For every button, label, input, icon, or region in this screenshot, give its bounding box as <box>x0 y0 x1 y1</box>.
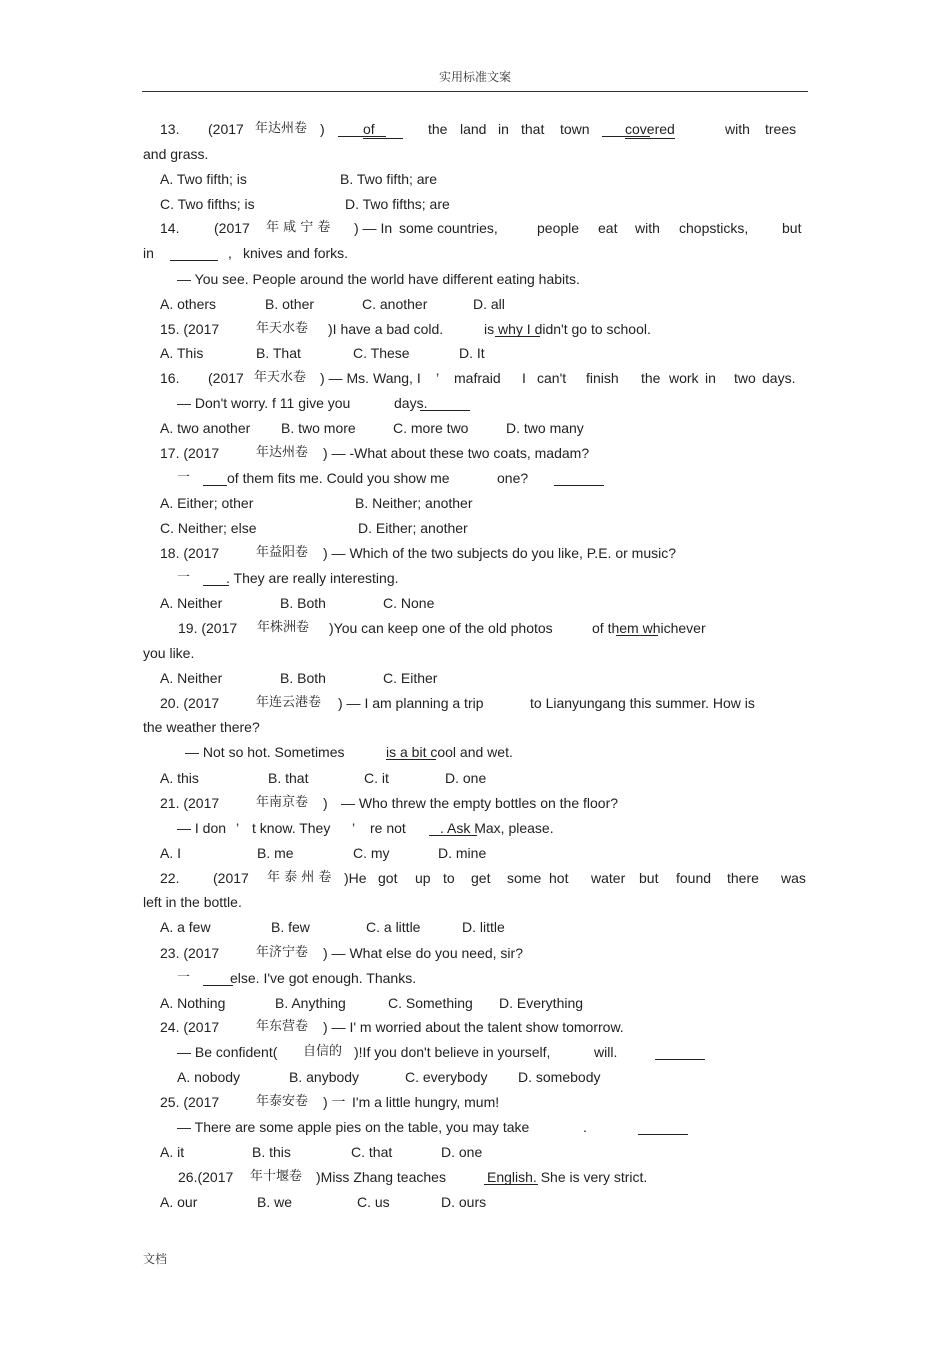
text-l14o-3: D. all <box>473 296 505 312</box>
text-l16a-14: days. <box>762 370 796 386</box>
text-l22a-0: 22. <box>160 870 180 886</box>
text-l16b-1: days. <box>394 395 428 411</box>
text-l16o-3: D. two many <box>506 420 584 436</box>
answer-blank[interactable] <box>203 971 233 986</box>
text-l15a-3: is why I didn't go to school. <box>484 321 651 337</box>
text-l18b-0: 一 <box>177 570 191 585</box>
text-l19o-0: A. Neither <box>160 670 223 686</box>
text-l22a-1: (2017 <box>213 870 249 886</box>
text-l22a-3: )He <box>344 870 367 886</box>
text-l14a-3: ) — In <box>354 220 393 236</box>
text-l14a-9: but <box>782 220 802 236</box>
text-l18a-0: 18. (2017 <box>160 545 220 561</box>
text-l13o1-0: A. Two fifth; is <box>160 171 247 187</box>
text-l17a-2: ) — -What about these two coats, madam? <box>323 445 590 461</box>
text-l18a-1: 年益阳卷 <box>256 545 309 560</box>
text-l19o-2: C. Either <box>383 670 438 686</box>
text-l14a-8: chopsticks, <box>679 220 749 236</box>
text-l14a-7: with <box>635 220 660 236</box>
text-l18b-1: . They are really interesting. <box>226 570 399 586</box>
text-l20o-0: A. this <box>160 770 199 786</box>
answer-underline: covered <box>625 121 675 137</box>
text-l24b-3: will. <box>594 1044 618 1060</box>
text-l15a-0: 15. (2017 <box>160 321 220 337</box>
text-l16a-10: the <box>641 370 661 386</box>
text-l26o-3: D. ours <box>441 1194 487 1210</box>
text-l23o-2: C. Something <box>388 995 473 1011</box>
text-l25o-0: A. it <box>160 1144 185 1160</box>
text-l14o-2: C. another <box>362 296 428 312</box>
text-l20a-0: 20. (2017 <box>160 695 220 711</box>
text-l23a-2: ) — What else do you need, sir? <box>323 945 523 961</box>
text-l22a-4: got <box>378 870 398 886</box>
text-l24b-0: — Be confident( <box>177 1044 278 1060</box>
answer-blank[interactable] <box>616 621 658 636</box>
text-l20o-1: B. that <box>268 770 309 786</box>
text-l24a-1: 年东营卷 <box>256 1019 309 1034</box>
text-l26a-3: English. She is very strict. <box>487 1169 648 1185</box>
text-l23o-0: A. Nothing <box>160 995 226 1011</box>
text-l23a-1: 年济宁卷 <box>256 945 309 960</box>
text-l16a-2: 年天水卷 <box>254 370 307 385</box>
text-l23a-0: 23. (2017 <box>160 945 220 961</box>
text-l22a-12: found <box>676 870 712 886</box>
text-l21b-5: . Ask Max, please. <box>440 820 554 836</box>
text-l25o-3: D. one <box>441 1144 483 1160</box>
text-l21b-4: re not <box>370 820 406 836</box>
text-l16a-1: (2017 <box>208 370 244 386</box>
page-header: 实用标准文案 <box>438 70 511 84</box>
text-l25a-1: 年泰安卷 <box>256 1094 309 1109</box>
text-l13a-0: 13. <box>160 121 180 137</box>
text-l22a-9: hot <box>549 870 569 886</box>
text-l18o-1: B. Both <box>280 595 326 611</box>
answer-blank[interactable] <box>554 471 604 486</box>
answer-blank[interactable] <box>420 396 470 411</box>
text-l24o-2: C. everybody <box>405 1069 488 1085</box>
text-l26o-2: C. us <box>357 1194 390 1210</box>
text-l13a-6: land <box>460 121 487 137</box>
text-l17b-1: of them fits me. Could you show me <box>227 470 450 486</box>
answer-blank[interactable] <box>170 246 218 261</box>
text-l23b-1: else. I've got enough. Thanks. <box>230 970 417 986</box>
text-l26a-2: )Miss Zhang teaches <box>316 1169 446 1185</box>
text-l22a-8: some <box>507 870 542 886</box>
text-l22a-14: was <box>781 870 806 886</box>
text-l17o2-1: D. Either; another <box>358 520 468 536</box>
text-l14a-1: (2017 <box>214 220 250 236</box>
text-l14b-1: , <box>228 245 232 261</box>
text-l16b-0: — Don't worry. f 11 give you <box>177 395 351 411</box>
text-l16a-7: I <box>522 370 526 386</box>
text-l21o-3: D. mine <box>438 845 487 861</box>
text-l19b: you like. <box>143 645 195 661</box>
answer-blank[interactable] <box>602 122 650 137</box>
text-l19a-1: 年株洲卷 <box>257 620 310 635</box>
answer-blank[interactable] <box>203 471 227 486</box>
text-l21a-0: 21. (2017 <box>160 795 220 811</box>
text-l13a-8: that <box>521 121 545 137</box>
text-l21b-3: ’ <box>352 820 356 836</box>
text-l16a-6: mafraid <box>454 370 501 386</box>
text-l17o1-0: A. Either; other <box>160 495 254 511</box>
text-l13o1-1: B. Two fifth; are <box>340 171 438 187</box>
text-l17b-2: one? <box>497 470 529 486</box>
text-l20b: the weather there? <box>143 719 260 735</box>
text-l22a-10: water <box>591 870 626 886</box>
text-l18o-2: C. None <box>383 595 435 611</box>
text-l25o-1: B. this <box>252 1144 291 1160</box>
text-l26a-1: 年十堰卷 <box>250 1169 303 1184</box>
text-l21a-3: — Who threw the empty bottles on the floor? <box>341 795 619 811</box>
text-l22a-6: to <box>443 870 455 886</box>
text-l17a-0: 17. (2017 <box>160 445 220 461</box>
answer-blank[interactable] <box>495 322 540 337</box>
text-l17a-1: 年达州卷 <box>256 445 309 460</box>
text-l13b: and grass. <box>143 146 209 162</box>
answer-blank[interactable] <box>638 1120 688 1135</box>
text-l19o-1: B. Both <box>280 670 326 686</box>
text-l26a-0: 26.(2017 <box>178 1169 234 1185</box>
text-l25a-2: ) 一 <box>323 1094 346 1110</box>
header-rule <box>142 91 808 92</box>
text-l20o-3: D. one <box>445 770 487 786</box>
text-l15a-2: )I have a bad cold. <box>328 321 444 337</box>
answer-blank[interactable] <box>484 1170 538 1185</box>
text-l13a-5: the <box>428 121 448 137</box>
text-l16a-8: can't <box>537 370 567 386</box>
text-l24b-2: )!If you don't believe in yourself, <box>354 1044 551 1060</box>
text-l19a-3: of them whichever <box>592 620 706 636</box>
text-l14o-1: B. other <box>265 296 315 312</box>
text-l16a-12: in <box>705 370 716 386</box>
text-l20c-0: — Not so hot. Sometimes <box>185 744 345 760</box>
text-l16o-0: A. two another <box>160 420 251 436</box>
text-l20o-2: C. it <box>364 770 389 786</box>
text-l22a-5: up <box>415 870 431 886</box>
text-l13a-12: trees <box>765 121 797 137</box>
answer-blank[interactable] <box>386 745 436 760</box>
text-l21a-2: ) <box>323 795 328 811</box>
text-l16a-13: two <box>734 370 756 386</box>
text-l14a-0: 14. <box>160 220 180 236</box>
text-l20c-1: is a bit cool and wet. <box>386 744 513 760</box>
text-l21o-0: A. I <box>160 845 182 861</box>
text-l22b: left in the bottle. <box>143 894 242 910</box>
text-l21o-1: B. me <box>257 845 294 861</box>
text-l16o-1: B. two more <box>281 420 356 436</box>
text-l22o-1: B. few <box>271 919 310 935</box>
text-l14c: — You see. People around the world have different eating habits. <box>177 271 580 287</box>
text-l23o-1: B. Anything <box>275 995 346 1011</box>
text-l18a-2: ) — Which of the two subjects do you like, P.E. or music? <box>323 545 677 561</box>
text-l25o-2: C. that <box>351 1144 393 1160</box>
text-l17o2-0: C. Neither; else <box>160 520 257 536</box>
text-l25b-0: — There are some apple pies on the table, you may take <box>177 1119 530 1135</box>
text-l24a-2: ) — I' m worried about the talent show tomorrow. <box>323 1019 624 1035</box>
text-l18o-0: A. Neither <box>160 595 223 611</box>
text-l22o-3: D. little <box>462 919 505 935</box>
text-l15o-0: A. This <box>160 345 204 361</box>
text-l14b-2: knives and forks. <box>243 245 349 261</box>
text-l25b-1: . <box>583 1119 587 1135</box>
text-l20a-3: to Lianyungang this summer. How is <box>530 695 755 711</box>
text-l13o2-0: C. Two fifths; is <box>160 196 255 212</box>
text-l21b-2: t know. They <box>252 820 331 836</box>
text-l24o-0: A. nobody <box>177 1069 241 1085</box>
text-l25a-0: 25. (2017 <box>160 1094 220 1110</box>
text-l20a-1: 年连云港卷 <box>256 695 322 710</box>
text-l13a-1: (2017 <box>208 121 244 137</box>
text-l16a-0: 16. <box>160 370 180 386</box>
text-l22a-2: 年 泰 州 卷 <box>267 870 332 885</box>
text-l26o-0: A. our <box>160 1194 198 1210</box>
text-l21a-1: 年南京卷 <box>256 795 309 810</box>
text-l13a-9: town <box>560 121 590 137</box>
text-l17b-0: 一 <box>177 470 191 485</box>
text-l14a-5: people <box>537 220 580 236</box>
text-l22o-0: A. a few <box>160 919 211 935</box>
text-l14a-4: some countries, <box>399 220 498 236</box>
text-l19a-0: 19. (2017 <box>178 620 238 636</box>
text-l16a-3: ) — Ms. <box>320 370 369 386</box>
text-l14b-0: in <box>143 245 154 261</box>
text-l14a-6: eat <box>598 220 618 236</box>
text-l15o-1: B. That <box>256 345 301 361</box>
text-l22a-13: there <box>727 870 759 886</box>
text-l15o-2: C. These <box>353 345 410 361</box>
text-l13a-7: in <box>498 121 509 137</box>
text-l23o-3: D. Everything <box>499 995 584 1011</box>
text-l13a-2: 年达州卷 <box>255 121 308 136</box>
text-l13a-3: ) <box>320 121 325 137</box>
text-l24a-0: 24. (2017 <box>160 1019 220 1035</box>
text-l23b-0: 一 <box>177 970 191 985</box>
text-l21b-0: — I don <box>177 820 227 836</box>
text-l26o-1: B. we <box>257 1194 293 1210</box>
answer-blank[interactable] <box>429 821 477 836</box>
text-l17o1-1: B. Neither; another <box>355 495 473 511</box>
text-l24o-3: D. somebody <box>518 1069 601 1085</box>
text-l15a-1: 年天水卷 <box>256 321 309 336</box>
page-footer: 文档 <box>143 1252 168 1266</box>
text-l15o-3: D. It <box>459 345 485 361</box>
text-l14a-2: 年 咸 宁 卷 <box>266 220 331 235</box>
text-l16o-2: C. more two <box>393 420 469 436</box>
text-l16a-5: ’ <box>436 370 440 386</box>
text-l22a-7: get <box>471 870 491 886</box>
answer-blank[interactable] <box>655 1045 705 1060</box>
text-l25a-3: I'm a little hungry, mum! <box>352 1094 500 1110</box>
answer-underline: of <box>363 120 403 139</box>
text-l16a-11: work <box>669 370 699 386</box>
text-l24o-1: B. anybody <box>289 1069 360 1085</box>
text-l21o-2: C. my <box>353 845 390 861</box>
text-l21b-1: ’ <box>236 820 240 836</box>
answer-blank[interactable] <box>338 122 386 137</box>
text-l14o-0: A. others <box>160 296 217 312</box>
text-l16a-9: finish <box>586 370 619 386</box>
text-l20a-2: ) — I am planning a trip <box>338 695 484 711</box>
text-l19a-2: )You can keep one of the old photos <box>329 620 553 636</box>
text-l13a-11: with <box>725 121 750 137</box>
text-l13o2-1: D. Two fifths; are <box>345 196 450 212</box>
text-l16a-4: Wang, I <box>373 370 421 386</box>
text-l22a-11: but <box>639 870 659 886</box>
text-l24b-1: 自信的 <box>303 1044 343 1059</box>
text-l22o-2: C. a little <box>366 919 421 935</box>
